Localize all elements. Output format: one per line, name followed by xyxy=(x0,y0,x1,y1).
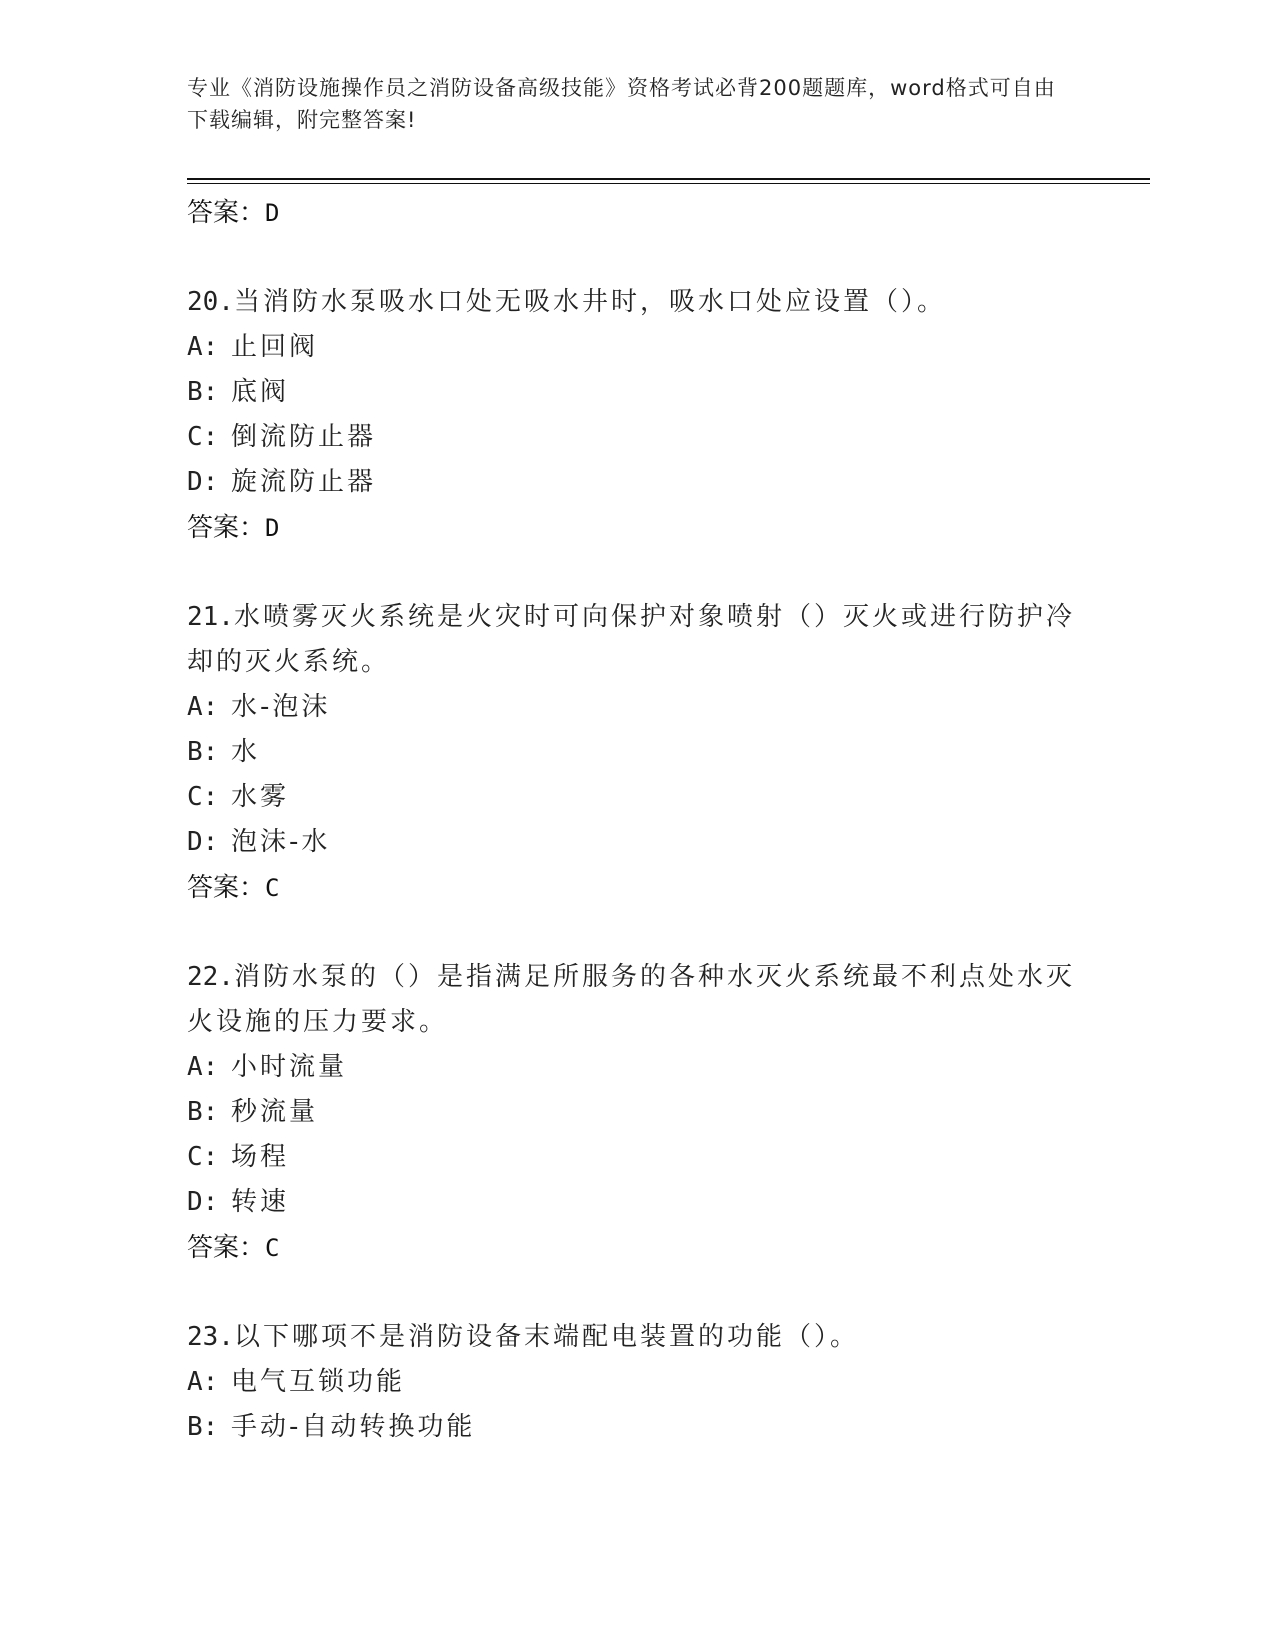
question-text: 当消防水泵吸水口处无吸水井时，吸水口处应设置（）。 xyxy=(233,287,946,317)
header-divider xyxy=(187,178,1150,184)
question-number: 22. xyxy=(187,962,234,992)
question-text: 消防水泵的（）是指满足所服务的各种水灭火系统最不利点处水灭火设施的压力要求。 xyxy=(187,962,1075,1037)
option-b xyxy=(187,1090,1087,1135)
option-text: 小时流量 xyxy=(231,1052,348,1082)
option-key: C: xyxy=(187,422,219,452)
option-text: 底阀 xyxy=(231,377,290,407)
answer-line xyxy=(187,1225,1087,1271)
option-key: D: xyxy=(187,1187,219,1217)
answer-line xyxy=(187,190,1087,236)
option-a xyxy=(187,1360,1087,1405)
answer-label: 答案： xyxy=(187,1233,266,1263)
option-b xyxy=(187,370,1087,415)
option-c xyxy=(187,1135,1087,1180)
answer-line xyxy=(187,505,1087,551)
question-number: 21. xyxy=(187,602,234,632)
option-a xyxy=(187,325,1087,370)
option-c xyxy=(187,415,1087,460)
option-text: 转速 xyxy=(231,1187,290,1217)
option-key: B: xyxy=(187,737,219,767)
option-text: 场程 xyxy=(231,1142,290,1172)
option-b xyxy=(187,1405,1087,1450)
question-number: 20. xyxy=(187,287,234,317)
option-key: B: xyxy=(187,1097,219,1127)
question-20 xyxy=(187,280,1087,325)
option-text: 倒流防止器 xyxy=(231,422,377,452)
option-d xyxy=(187,460,1087,505)
option-key: B: xyxy=(187,377,219,407)
answer-label: 答案： xyxy=(187,198,266,228)
option-text: 止回阀 xyxy=(231,332,319,362)
option-text: 旋流防止器 xyxy=(231,467,377,497)
option-text: 水雾 xyxy=(231,782,290,812)
answer-line xyxy=(187,865,1087,911)
option-c xyxy=(187,775,1087,820)
option-key: A: xyxy=(187,1367,219,1397)
question-22 xyxy=(187,955,1087,1045)
answer-label: 答案： xyxy=(187,873,266,903)
document-header: 专业《消防设施操作员之消防设备高级技能》资格考试必背200题题库，word格式可自由下载编辑，附完整答案! xyxy=(187,76,1056,132)
option-key: C: xyxy=(187,782,219,812)
option-key: A: xyxy=(187,332,219,362)
answer-value: D xyxy=(265,514,280,542)
option-a xyxy=(187,1045,1087,1090)
option-key: B: xyxy=(187,1412,219,1442)
option-key: D: xyxy=(187,467,219,497)
document-content xyxy=(187,190,1087,1450)
option-key: A: xyxy=(187,692,219,722)
question-21 xyxy=(187,595,1087,685)
question-23 xyxy=(187,1315,1087,1360)
option-b xyxy=(187,730,1087,775)
option-key: C: xyxy=(187,1142,219,1172)
option-text: 电气互锁功能 xyxy=(231,1367,406,1397)
option-text: 水 xyxy=(231,737,261,767)
option-d xyxy=(187,1180,1087,1225)
answer-value: C xyxy=(265,874,280,902)
answer-value: C xyxy=(265,1234,280,1262)
question-text: 水喷雾灭火系统是火灾时可向保护对象喷射（）灭火或进行防护冷却的灭火系统。 xyxy=(187,602,1075,677)
answer-label: 答案： xyxy=(187,513,266,543)
option-text: 泡沫-水 xyxy=(231,827,331,857)
option-text: 水-泡沫 xyxy=(231,692,331,722)
option-key: D: xyxy=(187,827,219,857)
option-a xyxy=(187,685,1087,730)
option-text: 手动-自动转换功能 xyxy=(231,1412,476,1442)
option-text: 秒流量 xyxy=(231,1097,319,1127)
answer-value: D xyxy=(265,199,280,227)
option-d xyxy=(187,820,1087,865)
question-number: 23. xyxy=(187,1322,234,1352)
option-key: A: xyxy=(187,1052,219,1082)
question-text: 以下哪项不是消防设备末端配电装置的功能（）。 xyxy=(233,1322,859,1352)
